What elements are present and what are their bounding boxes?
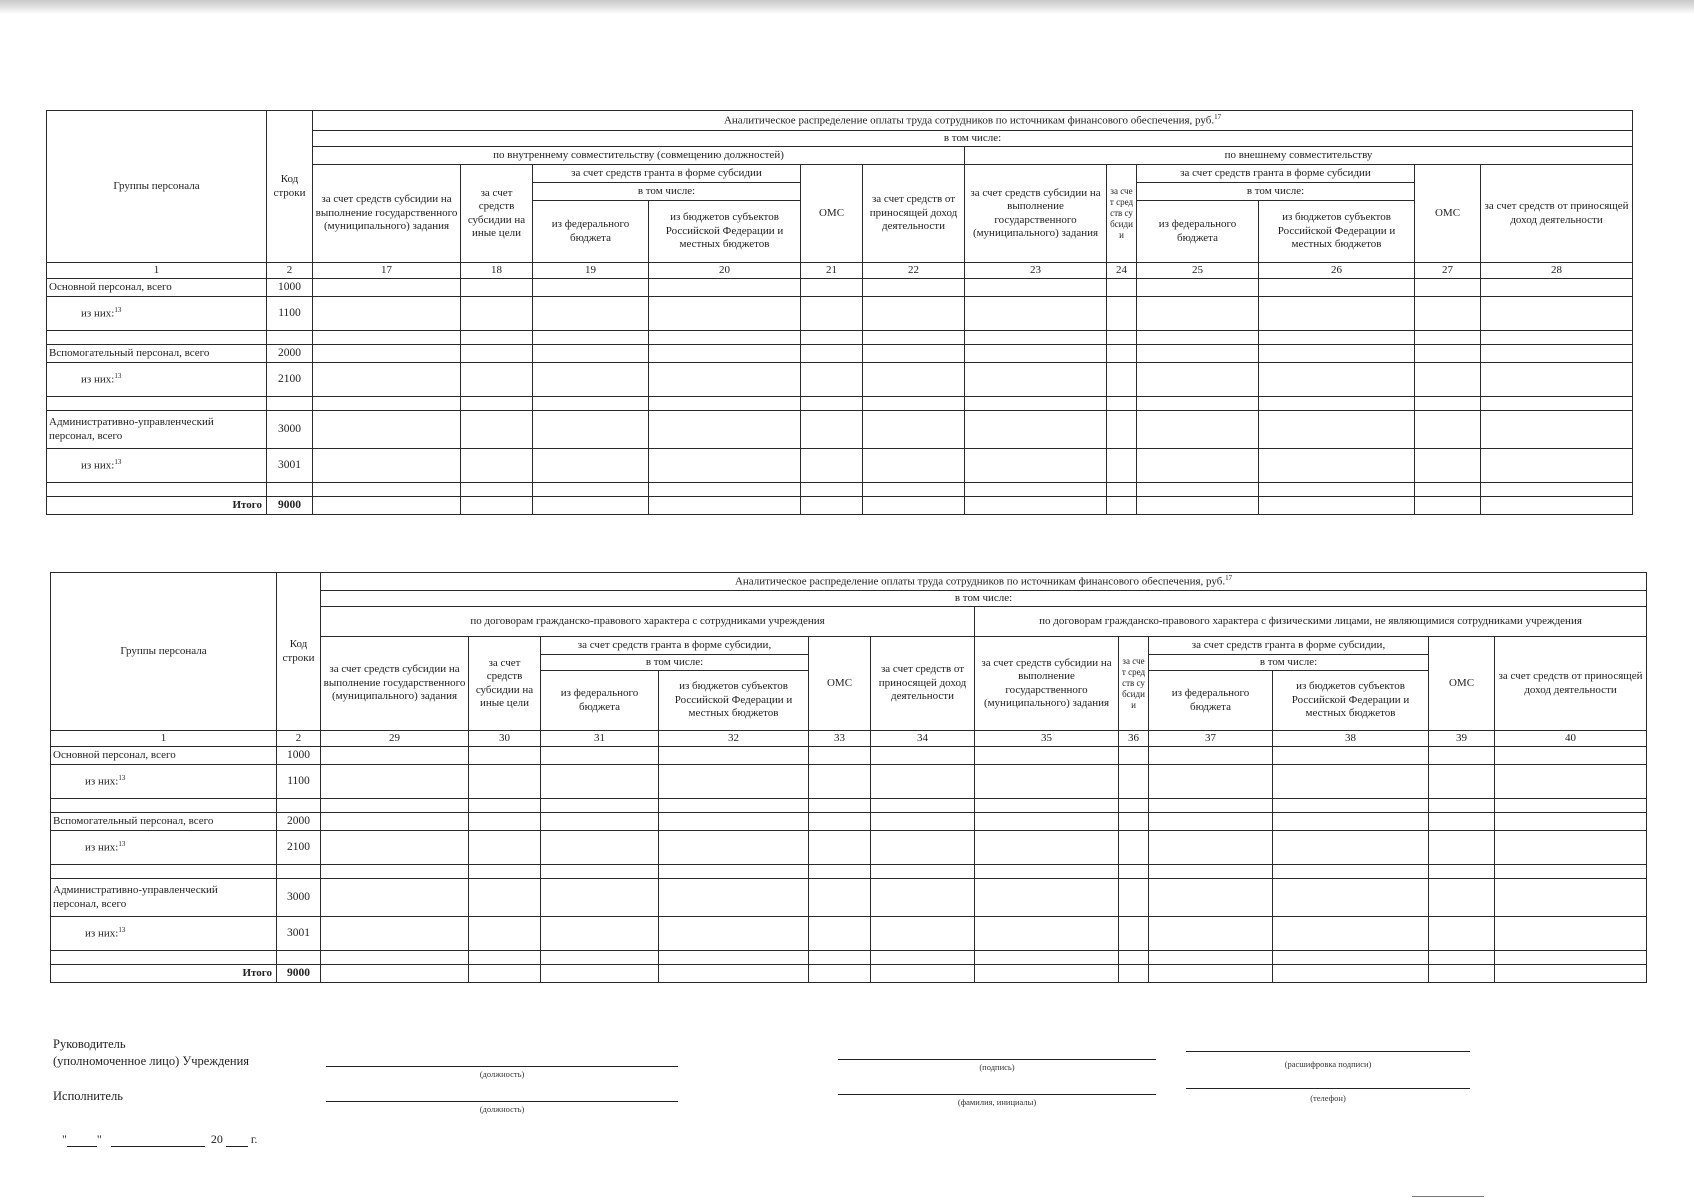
executor-label: Исполнитель	[53, 1089, 123, 1103]
regional-budgets-header: из бюджетов субъектов Российской Федерации и местных бюджетов	[659, 671, 809, 731]
in-total-including: в том числе:	[321, 591, 1647, 607]
code-header: Код строки	[267, 111, 313, 263]
table-row	[51, 917, 1647, 951]
row-label: Основной персонал, всего	[47, 279, 267, 297]
row-label: из них:$^{13}$	[47, 449, 267, 483]
federal-budget-header: из федерального бюджета	[541, 671, 659, 731]
column-number: 23	[965, 263, 1107, 279]
column-number: 31	[541, 731, 659, 747]
column-number: 1	[47, 263, 267, 279]
row-code: 2000	[277, 813, 321, 831]
internal-combination-header: по внутреннему совместительству (совмещению должностей)	[313, 147, 965, 165]
column-number: 2	[277, 731, 321, 747]
column-number: 27	[1415, 263, 1481, 279]
column-number: 25	[1137, 263, 1259, 279]
column-number: 36	[1119, 731, 1149, 747]
groups-header: Группы персонала	[47, 111, 267, 263]
grant-header-ext: за счет средств гранта в форме субсидии	[1137, 165, 1415, 183]
row-code: 3001	[277, 917, 321, 951]
table-2-body	[51, 747, 1647, 983]
table-row	[51, 831, 1647, 865]
executor-fio-line	[838, 1094, 1156, 1095]
table-row	[51, 879, 1647, 917]
row-label: из них:$^{13}$	[51, 831, 277, 865]
subsidy-task-header-ext: за счет средств субсидии на выполнение государственного (муниципального) задания	[975, 637, 1119, 731]
executor-phone-caption: (телефон)	[1310, 1093, 1346, 1103]
column-numbers-row	[51, 731, 1647, 747]
row-label: из них:$^{13}$	[47, 297, 267, 331]
table-row	[47, 279, 1633, 297]
row-label: Вспомогательный персонал, всего	[51, 813, 277, 831]
column-number: 21	[801, 263, 863, 279]
row-label: из них:$^{13}$	[51, 765, 277, 799]
column-number: 22	[863, 263, 965, 279]
table-row	[47, 411, 1633, 449]
head-signature-caption: (подпись)	[979, 1062, 1015, 1072]
subsidy-task-header: за счет средств субсидии на выполнение государственного (муниципального) задания	[321, 637, 469, 731]
regional-budgets-header-ext: из бюджетов субъектов Российской Федерации и местных бюджетов	[1259, 201, 1415, 263]
row-label: Административно-управленческий персонал, всего	[47, 411, 267, 449]
column-number: 34	[871, 731, 975, 747]
in-that-number: в том числе:	[541, 655, 809, 671]
total-code: 9000	[267, 497, 313, 515]
column-number: 40	[1495, 731, 1647, 747]
row-code: 1100	[277, 765, 321, 799]
executor-phone-line	[1186, 1088, 1470, 1089]
income-activity-header: за счет средств от приносящей доход деятельности	[863, 165, 965, 263]
head-position-caption: (должность)	[479, 1069, 525, 1079]
total-label: Итого	[47, 497, 267, 515]
column-number: 26	[1259, 263, 1415, 279]
total-code: 9000	[277, 965, 321, 983]
oms-header-ext: ОМС	[1429, 637, 1495, 731]
row-code: 3001	[267, 449, 313, 483]
column-number: 29	[321, 731, 469, 747]
column-number: 38	[1273, 731, 1429, 747]
head-decoding-caption: (расшифровка подписи)	[1284, 1059, 1372, 1069]
column-number: 35	[975, 731, 1119, 747]
executor-position-line	[326, 1101, 678, 1102]
table-row	[47, 363, 1633, 397]
total-row	[47, 497, 1633, 515]
column-numbers-row	[47, 263, 1633, 279]
column-number: 28	[1481, 263, 1633, 279]
column-number: 17	[313, 263, 461, 279]
row-code: 2100	[277, 831, 321, 865]
row-code: 3000	[267, 411, 313, 449]
table-row	[47, 331, 1633, 345]
executor-fio-caption: (фамилия, инициалы)	[957, 1097, 1037, 1107]
table-row	[47, 297, 1633, 331]
column-number: 19	[533, 263, 649, 279]
column-number: 1	[51, 731, 277, 747]
in-that-number-ext: в том числе:	[1137, 183, 1415, 201]
analytic-title: Аналитическое распределение оплаты труда сотрудников по источникам финансового обеспечения, руб.$^{17}$	[321, 573, 1647, 591]
column-number: 32	[659, 731, 809, 747]
income-activity-header: за счет средств от приносящей доход деятельности	[871, 637, 975, 731]
row-code: 3000	[277, 879, 321, 917]
federal-budget-header-ext: из федерального бюджета	[1149, 671, 1273, 731]
row-code: 1100	[267, 297, 313, 331]
table-row	[47, 483, 1633, 497]
oms-header: ОМС	[809, 637, 871, 731]
table-row	[47, 397, 1633, 411]
subsidy-task-header-ext: за счет средств субсидии на выполнение государственного (муниципального) задания	[965, 165, 1107, 263]
subsidy-other-header: за счет средств субсидии на иные цели	[461, 165, 533, 263]
row-label: из них:$^{13}$	[51, 917, 277, 951]
row-code: 2100	[267, 363, 313, 397]
column-number: 24	[1107, 263, 1137, 279]
in-total-including: в том числе:	[313, 131, 1633, 147]
column-number: 37	[1149, 731, 1273, 747]
row-label: Вспомогательный персонал, всего	[47, 345, 267, 363]
table-row	[47, 449, 1633, 483]
column-number: 33	[809, 731, 871, 747]
subsidy-task-header: за счет средств субсидии на выполнение государственного (муниципального) задания	[313, 165, 461, 263]
grant-header: за счет средств гранта в форме субсидии	[533, 165, 801, 183]
head-position-line	[326, 1066, 678, 1067]
gph-nonstaff-header: по договорам гражданско-правового характера с физическими лицами, не являющимися сотрудниками учреждения	[975, 607, 1647, 637]
column-number: 20	[649, 263, 801, 279]
total-row	[51, 965, 1647, 983]
regional-budgets-header-ext: из бюджетов субъектов Российской Федерации и местных бюджетов	[1273, 671, 1429, 731]
regional-budgets-header: из бюджетов субъектов Российской Федерации и местных бюджетов	[649, 201, 801, 263]
row-code: 2000	[267, 345, 313, 363]
groups-header: Группы персонала	[51, 573, 277, 731]
table-row	[51, 799, 1647, 813]
table-part-1	[46, 110, 1633, 515]
table-row	[47, 345, 1633, 363]
in-that-number-ext: в том числе:	[1149, 655, 1429, 671]
oms-header-ext: ОМС	[1415, 165, 1481, 263]
total-label: Итого	[51, 965, 277, 983]
code-header: Код строки	[277, 573, 321, 731]
grant-header: за счет средств гранта в форме субсидии,	[541, 637, 809, 655]
row-label: из них:$^{13}$	[47, 363, 267, 397]
table-row	[51, 951, 1647, 965]
table-row	[51, 765, 1647, 799]
subsidy-other-header: за счет средств субсидии на иные цели	[469, 637, 541, 731]
column-number: 18	[461, 263, 533, 279]
row-label: Административно-управленческий персонал, всего	[51, 879, 277, 917]
head-decoding-line	[1186, 1051, 1470, 1052]
executor-position-caption: (должность)	[479, 1104, 525, 1114]
subsidy-other-header-ext: за счет средств субсидии	[1107, 165, 1137, 263]
head-signature-line	[838, 1059, 1156, 1060]
table-part-2	[50, 572, 1647, 983]
external-combination-header: по внешнему совместительству	[965, 147, 1633, 165]
income-activity-header-ext: за счет средств от приносящей доход деятельности	[1495, 637, 1647, 731]
row-code: 1000	[267, 279, 313, 297]
scan-edge-mark	[1412, 1196, 1484, 1197]
date-field: " " 20 г.	[62, 1132, 258, 1146]
table-row	[51, 813, 1647, 831]
table-1-body	[47, 279, 1633, 515]
scan-artifact	[0, 0, 1694, 14]
head-label: Руководитель (уполномоченное лицо) Учреждения	[53, 1037, 250, 1068]
column-number: 39	[1429, 731, 1495, 747]
row-label: Основной персонал, всего	[51, 747, 277, 765]
table-row	[51, 747, 1647, 765]
in-that-number: в том числе:	[533, 183, 801, 201]
column-number: 30	[469, 731, 541, 747]
federal-budget-header-ext: из федерального бюджета	[1137, 201, 1259, 263]
grant-header-ext: за счет средств гранта в форме субсидии,	[1149, 637, 1429, 655]
oms-header: ОМС	[801, 165, 863, 263]
income-activity-header-ext: за счет средств от приносящей доход деятельности	[1481, 165, 1633, 263]
subsidy-other-header-ext: за счет средств субсидии	[1119, 637, 1149, 731]
analytic-title: Аналитическое распределение оплаты труда сотрудников по источникам финансового обеспечения, руб.$^{17}$	[313, 111, 1633, 131]
federal-budget-header: из федерального бюджета	[533, 201, 649, 263]
row-code: 1000	[277, 747, 321, 765]
table-row	[51, 865, 1647, 879]
gph-staff-header: по договорам гражданско-правового характера с сотрудниками учреждения	[321, 607, 975, 637]
column-number: 2	[267, 263, 313, 279]
